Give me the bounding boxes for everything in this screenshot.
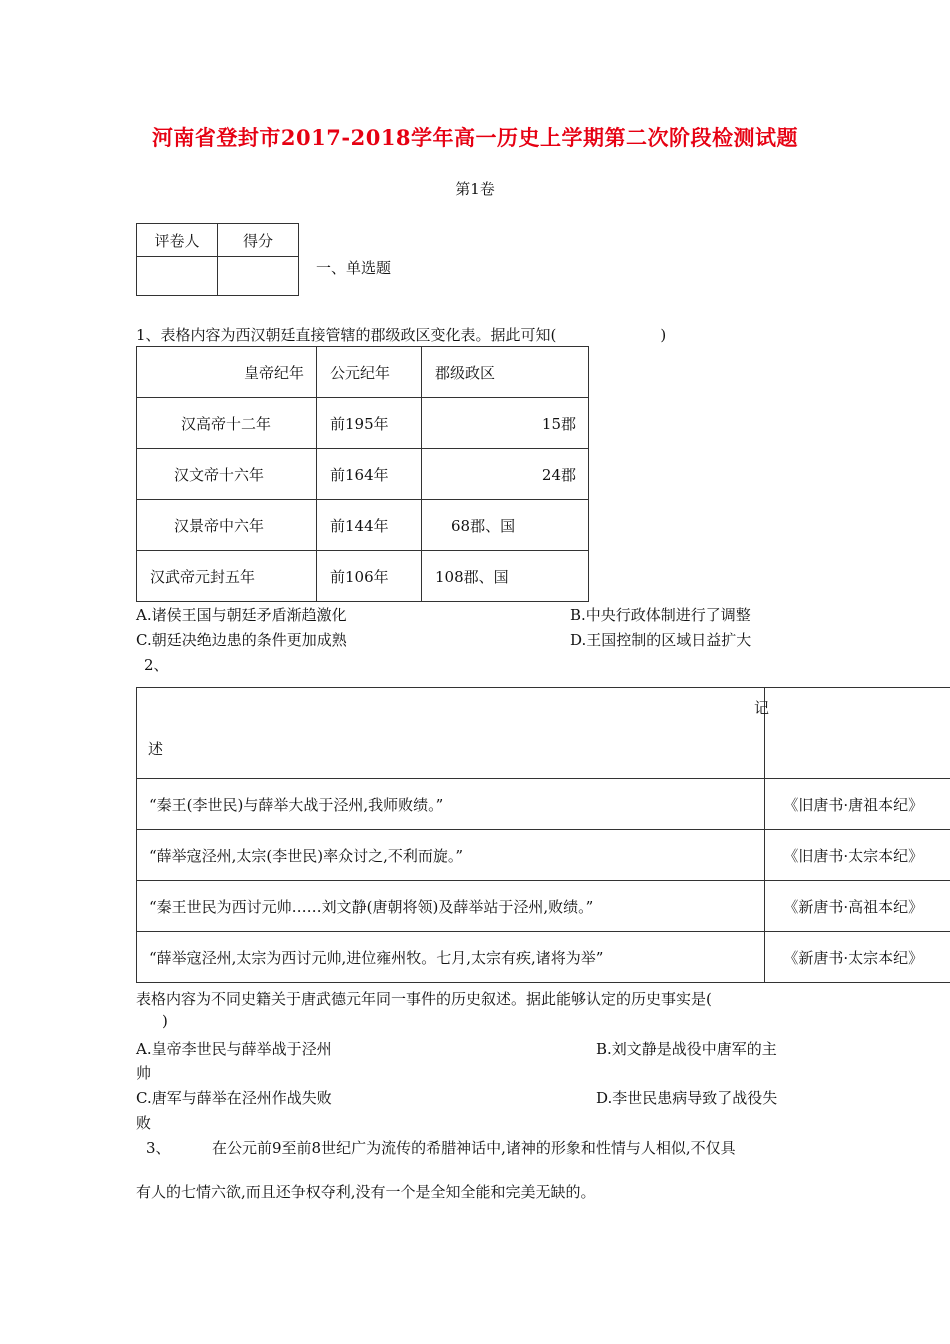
q1-stem: 1、表格内容为西汉朝廷直接管辖的郡级政区变化表。据此可知( )	[136, 326, 667, 344]
q2-stem: 表格内容为不同史籍关于唐武德元年同一事件的历史叙述。据此能够认定的历史事实是(	[136, 990, 712, 1008]
q1-option-b[interactable]: B.中央行政体制进行了调整	[570, 606, 751, 624]
document-title: 河南省登封市2017-2018学年高一历史上学期第二次阶段检测试题	[151, 125, 799, 150]
q1-header-emperor: 皇帝纪年	[137, 347, 317, 398]
q2-header-ji: 记	[754, 699, 770, 717]
table-row: “秦王(李世民)与薛举大战于泾州,我师败绩。” 《旧唐书·唐祖本纪》	[137, 779, 950, 830]
q2-option-a[interactable]: A.皇帝李世民与薛举战于泾州	[136, 1040, 332, 1058]
q2-option-b[interactable]: B.刘文静是战役中唐军的主	[596, 1040, 777, 1058]
grader-table	[136, 223, 299, 296]
q1-option-d[interactable]: D.王国控制的区域日益扩大	[570, 631, 752, 649]
q1-header-year: 公元纪年	[317, 347, 422, 398]
table-row: 汉文帝十六年 前164年 24郡	[137, 449, 589, 500]
q2-option-c[interactable]: C.唐军与薛举在泾州作战失败	[136, 1089, 332, 1107]
grader-cell	[137, 257, 218, 296]
table-row: 汉武帝元封五年 前106年 108郡、国	[137, 551, 589, 602]
q1-header-region: 郡级政区	[422, 347, 589, 398]
section-heading: 一、单选题	[316, 259, 392, 277]
table-row: 汉高帝十二年 前195年 15郡	[137, 398, 589, 449]
q2-header-record	[137, 688, 765, 779]
q1-option-a[interactable]: A.诸侯王国与朝廷矛盾渐趋激化	[136, 606, 347, 624]
q1-option-c[interactable]: C.朝廷决绝边患的条件更加成熟	[136, 631, 347, 649]
table-row: “薛举寇泾州,太宗为西讨元帅,进位雍州牧。七月,太宗有疾,诸将为举” 《新唐书·太宗本纪》	[137, 932, 950, 983]
q2-header-source	[765, 688, 950, 779]
q1-table	[136, 346, 589, 602]
score-header: 得分	[218, 224, 299, 257]
table-row: 汉景帝中六年 前144年 68郡、国	[137, 500, 589, 551]
q2-option-d[interactable]: D.李世民患病导致了战役失	[596, 1089, 778, 1107]
q2-stem-paren: )	[162, 1012, 168, 1030]
table-row: “秦王世民为西讨元帅……刘文静(唐朝将领)及薛举站于泾州,败绩。” 《新唐书·高祖本纪》	[137, 881, 950, 932]
q3-line2: 有人的七情六欲,而且还争权夺利,没有一个是全知全能和完美无缺的。	[136, 1183, 596, 1201]
q2-option-d-cont: 败	[136, 1114, 152, 1132]
q3-number: 3、	[146, 1139, 171, 1157]
table-row: “薛举寇泾州,太宗(李世民)率众讨之,不利而旋。” 《旧唐书·太宗本纪》	[137, 830, 950, 881]
volume-label: 第1卷	[455, 180, 495, 198]
q2-header-shu: 述	[148, 740, 164, 758]
q2-number: 2、	[144, 656, 169, 674]
grader-header: 评卷人	[137, 224, 218, 257]
q2-table	[136, 687, 950, 983]
q3-line1: 在公元前9至前8世纪广为流传的希腊神话中,诸神的形象和性情与人相似,不仅具	[212, 1139, 736, 1157]
score-cell	[218, 257, 299, 296]
q2-option-b-cont: 帅	[136, 1064, 152, 1082]
